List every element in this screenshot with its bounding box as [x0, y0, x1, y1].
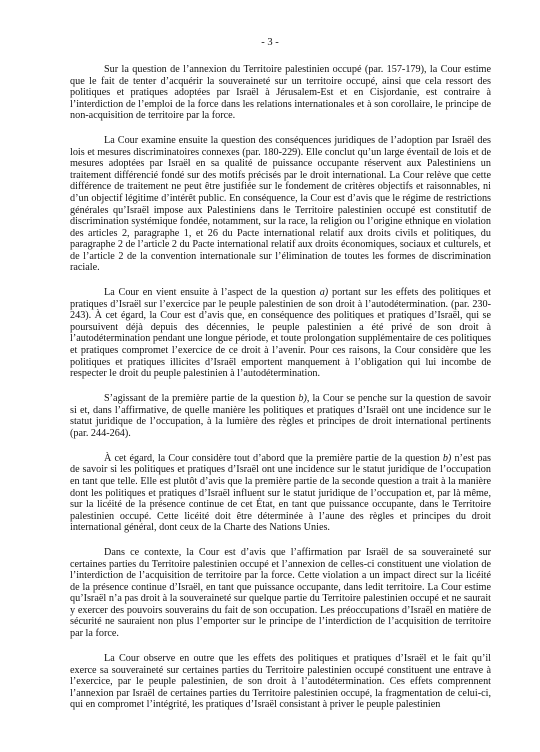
- italic-reference: b): [442, 452, 452, 464]
- paragraph-text: , la Cour se penche sur la question de savoir si et, dans l’affirmative, de quelle manière les politiques et pratiques d’Israël ont une incidence sur le statut juridique de l’occupation, à la lumière des règles et principes de droit international pertinents (par. 244-264).: [70, 393, 491, 439]
- paragraph-text: n’est pas de savoir si les politiques et pratiques d’Israël ont une incidence sur le statut juridique de l’occupation en tant que telle. Elle est plutôt d’avis que la première partie de la seconde question a trait à la manière dont les politiques et pratiques d’Israël influent sur le statut juridique de l’occupation et, par là même, sur la licéité de la présence continue de cet État, en tant que puissance occupante, dans le Territoire palestinien occupé. Cette licéité doit être déterminée à l’aune des règles et principes du droit international général, dont ceux de la Charte des Nations Unies.: [70, 452, 491, 534]
- paragraph-text: S’agissant de la première partie de la question: [104, 393, 299, 405]
- paragraph-text: La Cour observe en outre que les effets des politiques et pratiques d’Israël et le fait qu’il exerce sa souveraineté sur certaines parties du Territoire palestinien occupé constituent une entrave à l’exercice, par le peuple palestinien, de son droit à l’autodétermination. Ces effets comprennent l’annexion par Israël de certaines parties du Territoire palestinien occupé, la fragmentation de celui-ci, qui en compromet l’intégrité, les pratiques d’Israël consistant à priver le peuple palestinien: [70, 653, 491, 711]
- paragraph-text: À cet égard, la Cour considère tout d’abord que la première partie de la question: [104, 452, 443, 464]
- paragraph: [70, 287, 491, 379]
- paragraph-text: portant sur les effets des politiques et pratiques d’Israël sur l’exercice par le peuple palestinien de son droit à l’autodétermination. (par. 230-243). À cet égard, la Cour est d’avis que, en conséquence des politiques et pratiques d’Israël, qui se poursuivent déjà depuis des décennies, le peuple palestinien a été privé de son droit à l’autodétermination pendant une longue période, et toute prolongation supplémentaire de ces politiques et pratiques compromet l’exercice de ce droit à l’avenir. Pour ces raisons, la Cour considère que les politiques et pratiques illicites d’Israël emportent manquement à l’obligation qui lui incombe de respecter le droit du peuple palestinien à l’autodétermination.: [70, 287, 491, 380]
- paragraph: [70, 653, 491, 711]
- document-body: [70, 64, 491, 724]
- italic-reference: a): [319, 287, 329, 299]
- paragraph: [70, 547, 491, 639]
- paragraph-text: La Cour en vient ensuite à l’aspect de la question: [104, 287, 320, 299]
- paragraph: [70, 393, 491, 439]
- italic-reference: b): [298, 393, 307, 405]
- paragraph-text: La Cour examine ensuite la question des conséquences juridiques de l’adoption par Israël des lois et mesures discriminatoires connexes (par. 180-229). Elle conclut qu’un large éventail de lois et de mesures adoptées par Israël en sa qualité de puissance occupante réservent aux Palestiniens un traitement différencié fondé sur des motifs précisés par le droit international. La Cour relève que cette différence de traitement ne peut être justifiée sur le fondement de critères objectifs et raisonnables, ni d’un objectif légitime d’intérêt public. En conséquence, la Cour est d’avis que le régime de restrictions générales qu’Israël impose aux Palestiniens dans le Territoire palestinien occupé est constitutif de discrimination systémique fondée, notamment, sur la race, la religion ou l’origine ethnique en violation des articles 2, paragraphe 1, et 26 du Pacte international relatif aux droits civils et politiques, du paragraphe 2 de l’article 2 du Pacte international relatif aux droits économiques, sociaux et culturels, et de l’article 2 de la convention internationale sur l’élimination de toutes les formes de discrimination raciale.: [70, 135, 491, 274]
- paragraph: [70, 64, 491, 122]
- paragraph: [70, 453, 491, 534]
- page-number: - 3 -: [261, 37, 279, 48]
- paragraph-text: Sur la question de l’annexion du Territoire palestinien occupé (par. 157-179), la Cour estime que le fait de tenter d’acquérir la souveraineté sur un territoire occupé, ainsi que cela ressort des politiques et pratiques adoptées par Israël à Jérusalem-Est et en Cisjordanie, est contraire à l’interdiction de l’emploi de la force dans les relations internationales et à son corollaire, le principe de non-acquisition de territoire par la force.: [70, 64, 491, 122]
- paragraph-text: Dans ce contexte, la Cour est d’avis que l’affirmation par Israël de sa souveraineté sur certaines parties du Territoire palestinien occupé et l’annexion de celles-ci constituent une violation de l’interdiction de l’acquisition de territoire par la force. Cette violation a un impact direct sur la licéité de la présence continue d’Israël, en tant que puissance occupante, dans ledit territoire. La Cour estime qu’Israël n’a pas droit à la souveraineté sur quelque partie du Territoire palestinien occupé et ne saurait y exercer des pouvoirs souverains du fait de son occupation. Les préoccupations d’Israël en matière de sécurité ne sauraient non plus l’emporter sur le principe de l’interdiction de l’acquisition de territoire par la force.: [70, 547, 491, 640]
- paragraph: [70, 135, 491, 274]
